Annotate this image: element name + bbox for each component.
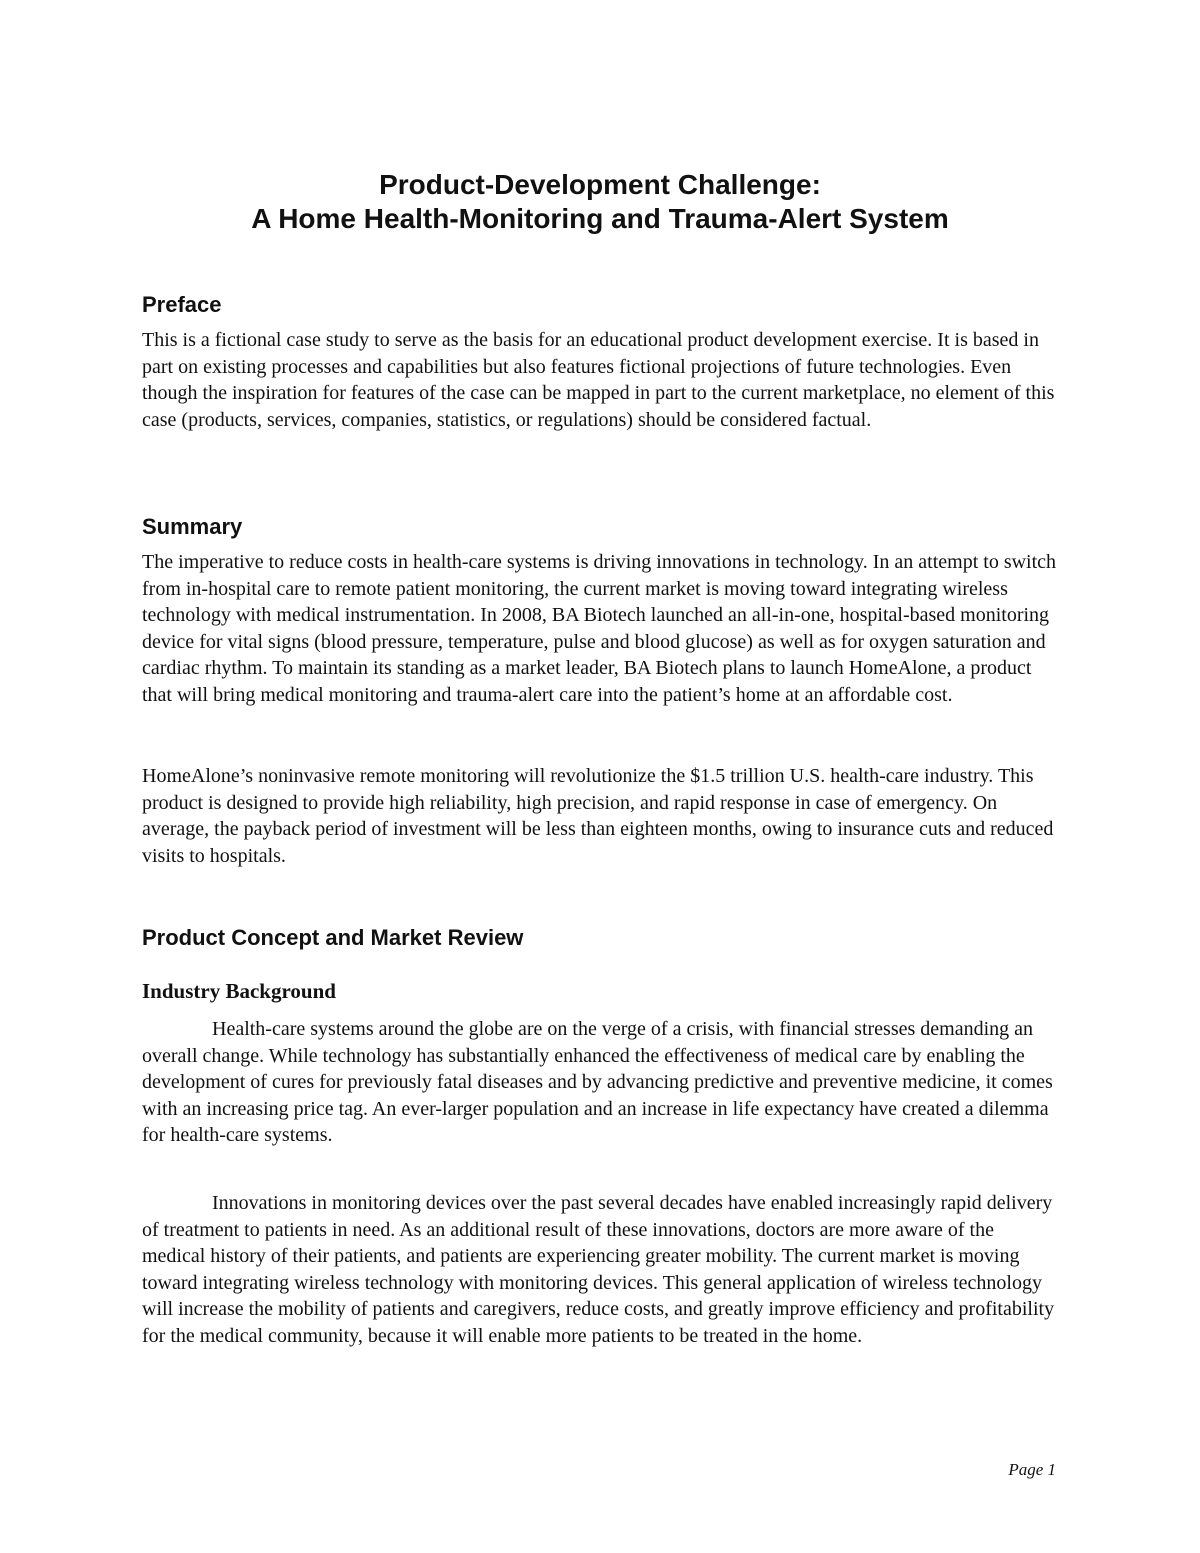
page-number: Page 1 — [1008, 1460, 1056, 1479]
title-line-2: A Home Health-Monitoring and Trauma-Alert System — [251, 203, 949, 234]
industry-background-heading: Industry Background — [142, 979, 336, 1003]
title-line-1: Product-Development Challenge: — [379, 169, 821, 200]
summary-paragraph-1: The imperative to reduce costs in health-care systems is driving innovations in technology. In an attempt to switch from in-hospital care to remote patient monitoring, the current market is moving toward integrating wireless technology with medical instrumentation. In 2008, BA Biotech launched an all-in-one, hospital-based monitoring device for vital signs (blood pressure, temperature, pulse and blood glucose) as well as for oxygen saturation and cardiac rhythm. To maintain its standing as a market leader, BA Biotech plans to launch HomeAlone, a product that will bring medical monitoring and trauma-alert care into the patient’s home at an affordable cost. — [142, 551, 1057, 706]
summary-heading: Summary — [142, 514, 243, 539]
preface-heading: Preface — [142, 292, 222, 317]
product-concept-heading: Product Concept and Market Review — [142, 925, 524, 950]
preface-paragraph: This is a fictional case study to serve as the basis for an educational product development exercise. It is based in part on existing processes and capabilities but also features fictional projections of future technologies. Even though the inspiration for features of the case can be mapped in part to the current marketplace, no element of this case (products, services, companies, statistics, or regulations) should be considered factual. — [142, 329, 1055, 431]
summary-paragraph-2: HomeAlone’s noninvasive remote monitoring will revolutionize the $1.5 trillion U.S. health-care industry. This product is designed to provide high reliability, high precision, and rapid response in case of emergency. On average, the payback period of investment will be less than eighteen months, owing to insurance cuts and reduced visits to hospitals. — [142, 765, 1054, 867]
industry-background-paragraph-1: Health-care systems around the globe are on the verge of a crisis, with financial stresses demanding an overall change. While technology has substantially enhanced the effectiveness of medical care by enabling the development of cures for previously fatal diseases and by advancing predictive and preventive medicine, it comes with an increasing price tag. An ever-larger population and an increase in life expectancy have created a dilemma for health-care systems. — [142, 1018, 1053, 1147]
industry-background-paragraph-2: Innovations in monitoring devices over the past several decades have enabled increasingly rapid delivery of treatment to patients in need. As an additional result of these innovations, doctors are more aware of the medical history of their patients, and patients are experiencing greater mobility. The current market is moving toward integrating wireless technology with monitoring devices. This general application of wireless technology will increase the mobility of patients and caregivers, reduce costs, and greatly improve efficiency and profitability for the medical community, because it will enable more patients to be treated in the home. — [142, 1192, 1055, 1347]
document-title — [0, 168, 1200, 236]
